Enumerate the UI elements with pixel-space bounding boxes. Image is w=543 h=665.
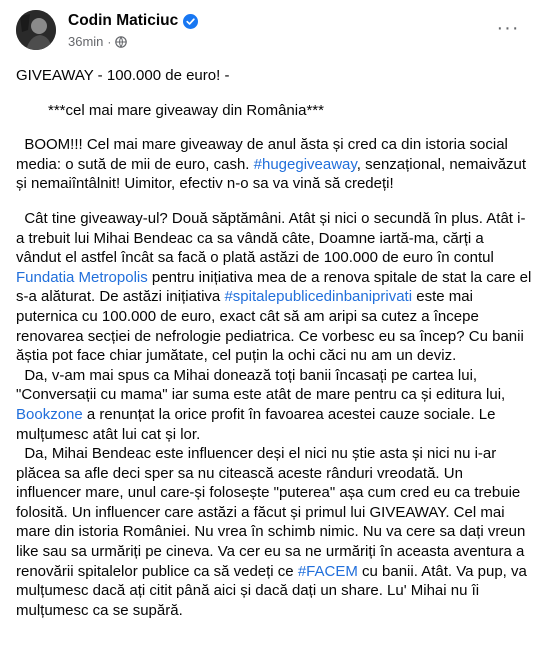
- more-options-icon[interactable]: ···: [496, 16, 520, 39]
- text-segment: BOOM!!! Cel mai mare giveaway de anul ăsta și cred ca din istoria social media: o sută de mii de euro, cash.: [16, 136, 513, 173]
- text-segment: cu banii. Atât. Va pup, va mulțumesc dacă ați citit până aici și dacă dați un share. Lu' Mihai nu îi mulțumesc ca se supără.: [16, 562, 532, 619]
- post-meta: [68, 34, 127, 49]
- globe-icon: [115, 36, 127, 48]
- paragraph-1: [16, 135, 532, 194]
- text-segment: Cât tine giveaway-ul? Două săptămâni. Atât și nici o secundă în plus. Atât i-a trebuit lui Mihai Bendeac ca sa vândă câte, Doamne iartă-ma, cărți a vândut el astfel încât sa facă o plată astăzi de 100.000 de euro în contul: [16, 209, 526, 267]
- text-segment: Da, Mihai Bendeac este influencer deși el nici nu știe asta și nici nu i-ar plăcea sa afle deci sper sa nu citească aceste rânduri vreodată. Un influencer mare, unul care-și folosește "puterea" așa cum cred eu ca trebuie folosită. Un influencer care astăzi a făcut și primul lui GIVEAWAY. Cel mai mare din istoria României. Nu vrea în schimb nimic. Nu va cere sa dați vreun like sau sa urmăriți pe cineva. Va cer eu sa ne urmăriți în aceasta aventura a renovării spitalelor publice ca să vedeți ce: [16, 445, 530, 580]
- text-segment: este mai puternica cu 100.000 de euro, exact cât să am aripi sa cutez a începe renovarea secției de nefrologie pediatrica. Ce vorbesc eu sa încep? Cu banii ăștia pot face chiar jumătate, cel puțin la ochi căci nu am un deviz.: [16, 288, 528, 365]
- paragraph-4: [16, 444, 532, 620]
- post-text: [16, 66, 536, 620]
- post-title-line: GIVEAWAY - 100.000 de euro! -: [16, 67, 230, 84]
- post-subtitle-line: ***cel mai mare giveaway din România***: [48, 101, 324, 119]
- hashtag-link[interactable]: #spitalepublicedinbaniprivati: [224, 288, 413, 306]
- paragraph-2: [16, 209, 536, 366]
- post-timestamp[interactable]: 36min: [68, 34, 104, 49]
- meta-separator: ·: [107, 34, 112, 49]
- post-header: [16, 10, 536, 54]
- text-segment: pentru inițiativa mea de a renova spitale de stat la care el s-a alăturat. De astăzi inițiativa: [16, 268, 536, 306]
- text-segment: Da, v-am mai spus ca Mihai donează toți banii încasați pe cartea lui, "Conversații cu mama" iar suma este atât de mare pentru ca și editura lui,: [16, 366, 510, 404]
- text-segment: , senzațional, nemaivăzut și nemaiîntâlnit! Uimitor, efectiv n-o sa va vină să credeți!: [16, 155, 531, 193]
- verified-badge-icon: [183, 14, 198, 29]
- page-link[interactable]: Bookzone: [16, 405, 83, 423]
- hashtag-link[interactable]: #FACEM: [297, 562, 358, 580]
- paragraph-3: [16, 366, 532, 444]
- text-segment: a renunțat la orice profit în favoarea acestei cauze sociale. Le mulțumesc atât lui cat și lor.: [16, 405, 500, 443]
- hashtag-link[interactable]: #hugegiveaway: [253, 155, 357, 173]
- page-link[interactable]: Fundatia Metropolis: [16, 268, 148, 286]
- author-row: [68, 12, 198, 30]
- avatar[interactable]: [16, 10, 56, 50]
- author-name[interactable]: Codin Maticiuc: [68, 12, 179, 29]
